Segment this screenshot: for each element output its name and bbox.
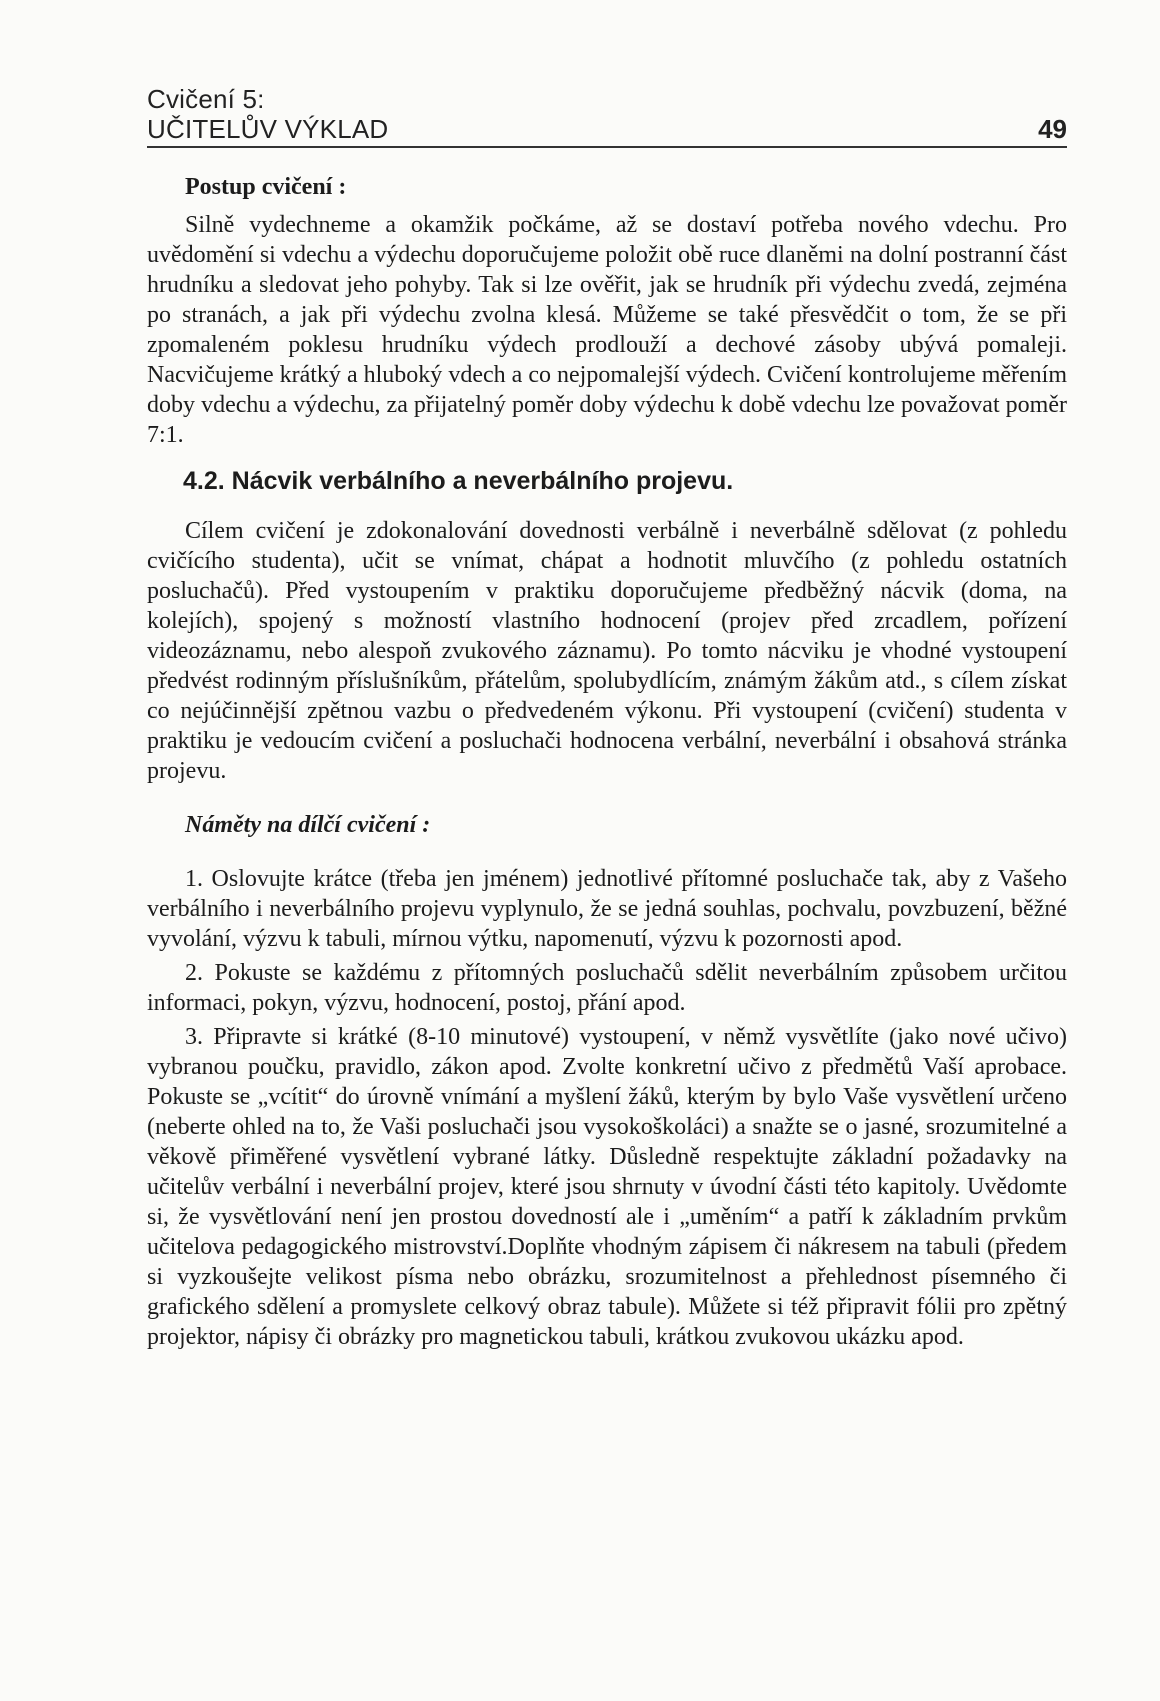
exercise-item-3: 3. Připravte si krátké (8-10 minutové) vystoupení, v němž vysvětlíte (jako nové učivo) vybranou poučku, pravidlo, zákon apod. Zvolte konkretní učivo z předmětů Vaší aprobace. Pokuste se „vcítit“ do úrovně vnímání a myšlení žáků, kterým by bylo Vaše vysvětlení určeno (neberte ohled na to, že Vaši posluchači jsou vysokoškoláci) a snažte se o jasné, srozumitelné a věkově přiměřené vysvětlení vybrané látky. Důsledně respektujte základní požadavky na učitelův verbální i neverbální projev, které jsou shrnuty v úvodní části této kapitoly. Uvědomte si, že vysvětlování není jen prostou dovedností ale i „uměním“ a patří k základním prvkům učitelova pedagogického mistrovství.Doplňte vhodným zápisem či nákresem na tabuli (předem si vyzkoušejte velikost písma nebo obrázku, srozumitelnost a přehlednost písemného či grafického sdělení a promyslete celkový obraz tabule). Můžete si též připravit fólii pro zpětný projektor, nápisy či obrázky pro magnetickou tabuli, krátkou zvukovou ukázku apod. xyxy=(147,1024,1067,1350)
procedure-paragraph: Silně vydechneme a okamžik počkáme, až se dostaví potřeba nového vdechu. Pro uvědomění si vdechu a výdechu doporučujeme položit obě ruce dlaněmi na dolní postranní část hrudníku a sledovat jeho pohyby. Tak si lze ověřit, jak se hrudník při výdechu zvedá, zejména po stranách, a jak při výdechu zvolna klesá. Můžeme se také přesvědčit o tom, že se při zpomaleném poklesu hrudníku výdech prodlouží a dechové zásoby ubývá pomaleji. Nacvičujeme krátký a hluboký vdech a co nejpomalejší výdech. Cvičení kontrolujeme měřením doby vdechu a výdechu, za přijatelný poměr doby výdechu k době vdechu lze považovat poměr 7:1. xyxy=(147,212,1067,448)
exercise-item-1: 1. Oslovujte krátce (třeba jen jménem) jednotlivé přítomné posluchače tak, aby z Vašeho verbálního i neverbálního projevu vyplynulo, že se jedná souhlas, pochvalu, povzbuzení, běžné vyvolání, výzvu k tabuli, mírnou výtku, napomenutí, výzvu k pozornosti apod. xyxy=(147,866,1067,952)
page-number: 49 xyxy=(1038,114,1067,144)
exercise-item-2: 2. Pokuste se každému z přítomných posluchačů sdělit neverbálním způsobem určitou informaci, pokyn, výzvu, hodnocení, postoj, přání apod. xyxy=(147,960,1067,1016)
chapter-label: Cvičení 5: xyxy=(147,84,265,114)
page-header xyxy=(147,84,1067,144)
section-paragraph: Cílem cvičení je zdokonalování dovednosti verbálně i neverbálně sdělovat (z pohledu cvičícího studenta), učit se vnímat, chápat a hodnotit mluvčího (z pohledu ostatních posluchačů). Před vystoupením v praktiku doporučujeme předběžný nácvik (doma, na kolejích), spojený s možností vlastního hodnocení (projev před zrcadlem, pořízení videozáznamu, nebo alespoň zvukového záznamu). Po tomto nácviku je vhodné vystoupení předvést rodinným příslušníkům, přátelům, spolubydlícím, známým žákům atd., s cílem získat co nejúčinnější zpětnou vazbu o předvedeném výkonu. Při vystoupení (cvičení) studenta v praktiku je vedoucím cvičení a posluchači hodnocena verbální, neverbální i obsahová stránka projevu. xyxy=(147,518,1067,784)
header-rule xyxy=(147,146,1067,148)
exercises-heading: Náměty na dílčí cvičení : xyxy=(185,812,431,838)
page-body xyxy=(147,172,1067,1356)
procedure-heading: Postup cvičení : xyxy=(185,174,347,200)
chapter-title: UČITELŮV VÝKLAD xyxy=(147,114,389,144)
section-heading: 4.2. Nácvik verbálního a neverbálního projevu. xyxy=(183,467,734,495)
